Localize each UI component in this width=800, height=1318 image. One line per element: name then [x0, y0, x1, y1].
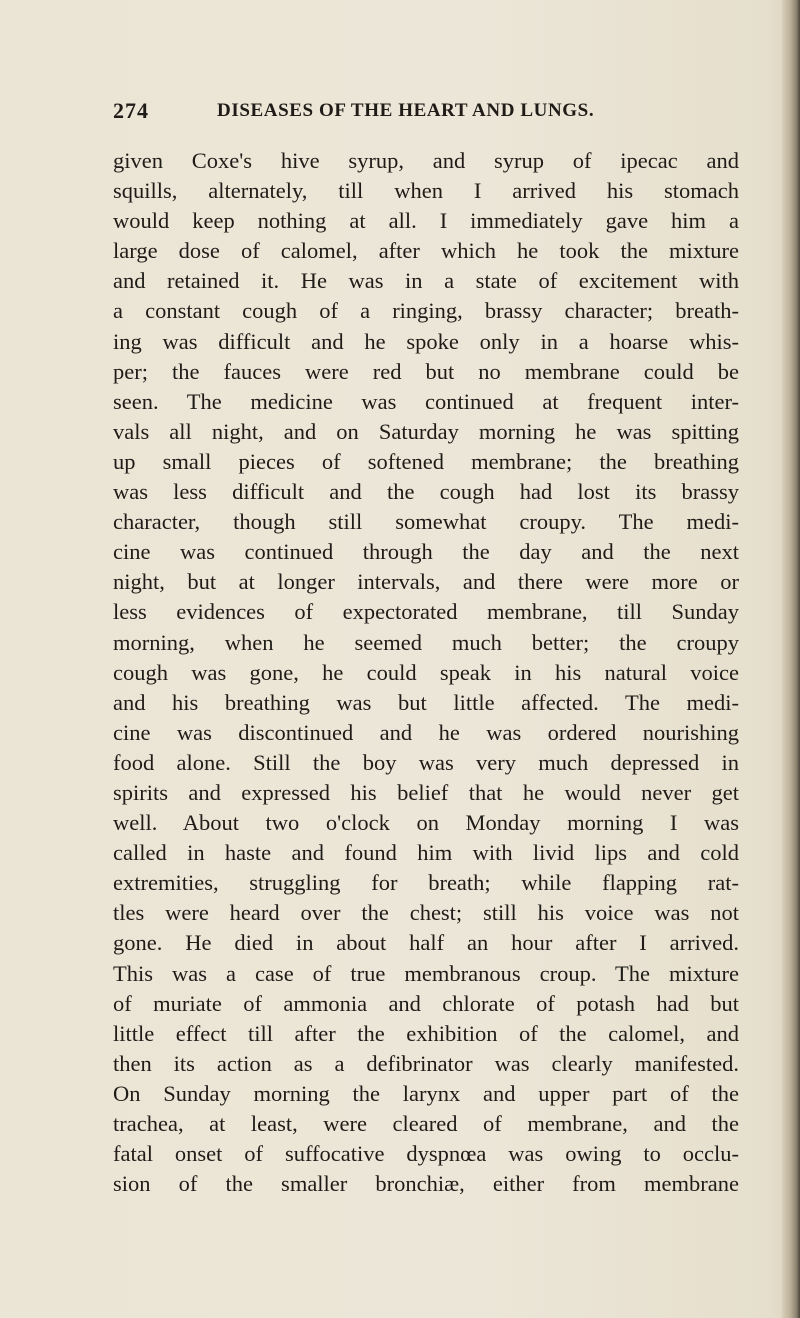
text-line: would keep nothing at all. I immediately gave him a: [113, 208, 739, 234]
text-line: This was a case of true membranous croup. The mixture: [113, 960, 739, 986]
text-line: of muriate of ammonia and chlorate of potash had but: [113, 990, 739, 1016]
running-head: DISEASES OF THE HEART AND LUNGS.: [217, 100, 595, 121]
page-binding-edge: [782, 0, 800, 1318]
text-line: fatal onset of suffocative dyspnœa was owing to occlu-: [113, 1141, 739, 1167]
text-line: and his breathing was but little affected. The medi-: [113, 689, 739, 715]
text-line: up small pieces of softened membrane; the breathing: [113, 448, 739, 474]
text-line: food alone. Still the boy was very much depressed in: [113, 749, 739, 775]
text-line: well. About two o'clock on Monday morning I was: [113, 810, 739, 836]
text-line: then its action as a defibrinator was clearly manifested.: [113, 1050, 739, 1076]
text-line: per; the fauces were red but no membrane could be: [113, 358, 739, 384]
text-line: night, but at longer intervals, and there were more or: [113, 569, 739, 595]
text-line: trachea, at least, were cleared of membrane, and the: [113, 1111, 739, 1136]
text-line: sion of the smaller bronchiæ, either from membrane: [113, 1171, 739, 1197]
text-line: a constant cough of a ringing, brassy character; breath-: [113, 298, 739, 324]
text-line: squills, alternately, till when I arrived his stomach: [113, 178, 739, 204]
page-header: [113, 98, 753, 128]
text-line: called in haste and found him with livid lips and cold: [113, 840, 739, 866]
text-line: character, though still somewhat croupy. The medi-: [113, 509, 739, 535]
text-line: cine was discontinued and he was ordered nourishing: [113, 719, 739, 745]
text-line: seen. The medicine was continued at frequent inter-: [113, 388, 739, 414]
text-line: gone. He died in about half an hour after I arrived.: [113, 930, 739, 956]
body-text: [113, 146, 739, 1199]
text-line: given Coxe's hive syrup, and syrup of ipecac and: [113, 148, 739, 173]
text-line: was less difficult and the cough had lost its brassy: [113, 479, 739, 505]
text-line: extremities, struggling for breath; while flapping rat-: [113, 870, 739, 896]
text-line: spirits and expressed his belief that he would never get: [113, 779, 739, 805]
text-line: less evidences of expectorated membrane, till Sunday: [113, 599, 739, 625]
text-line: cough was gone, he could speak in his natural voice: [113, 659, 739, 685]
text-line: On Sunday morning the larynx and upper part of the: [113, 1080, 739, 1106]
text-line: vals all night, and on Saturday morning he was spitting: [113, 418, 739, 444]
text-line: little effect till after the exhibition of the calomel, and: [113, 1020, 739, 1046]
page-number: 274: [113, 98, 149, 123]
text-line: tles were heard over the chest; still his voice was not: [113, 900, 739, 926]
text-line: cine was continued through the day and the next: [113, 539, 739, 565]
text-line: ing was difficult and he spoke only in a hoarse whis-: [113, 328, 739, 354]
text-line: morning, when he seemed much better; the croupy: [113, 629, 739, 655]
text-line: large dose of calomel, after which he took the mixture: [113, 238, 739, 264]
text-line: and retained it. He was in a state of excitement with: [113, 268, 739, 294]
